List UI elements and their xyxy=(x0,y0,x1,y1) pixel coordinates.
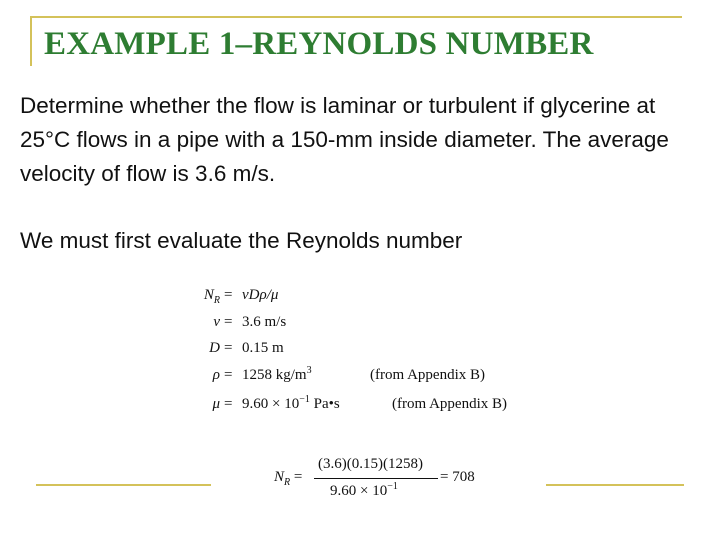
eq-lhs: ρ xyxy=(212,367,220,383)
eq-rhs: 0.15 m xyxy=(242,340,284,356)
eq-rhs-unit: Pa•s xyxy=(309,396,340,412)
calc-lhs xyxy=(274,469,302,486)
calc-lhs-symbol: N xyxy=(274,469,285,485)
eq-rhs-superscript: 3 xyxy=(306,365,312,376)
calc-numerator: (3.6)(0.15)(1258) xyxy=(318,456,423,472)
eq-equals: = xyxy=(224,340,233,356)
bottom-left-divider xyxy=(36,484,211,486)
calc-result: = 708 xyxy=(440,469,475,485)
eq-lhs-subscript: R xyxy=(213,295,220,306)
problem-statement: Determine whether the flow is laminar or turbulent if glycerine at 25°C flows in a pipe with a 150-mm inside diameter. The average velocity of flow is 3.6 m/s. xyxy=(20,93,669,186)
eq-equals: = xyxy=(224,314,233,330)
slide-title: EXAMPLE 1–REYNOLDS NUMBER xyxy=(44,26,594,62)
eq-lhs: N xyxy=(203,287,214,303)
eq-equals: = xyxy=(224,396,233,412)
eq-equals: = xyxy=(224,287,233,303)
eq-lhs: D xyxy=(209,340,220,356)
top-divider-line xyxy=(30,16,682,18)
eq-equals: = xyxy=(224,367,233,383)
eq-lhs: μ xyxy=(212,396,220,412)
eq-rhs: vDρ/μ xyxy=(242,287,279,303)
bottom-right-divider xyxy=(546,484,684,486)
eq-rhs: 1258 kg/m xyxy=(242,367,307,383)
calc-denominator xyxy=(330,483,398,500)
calc-lhs-subscript: R xyxy=(284,477,291,488)
eq-source-note: (from Appendix B) xyxy=(392,396,507,412)
eq-rhs-superscript: −1 xyxy=(299,394,310,405)
intro-text: We must first evaluate the Reynolds number xyxy=(20,228,463,253)
calc-denominator-value: 9.60 × 10 xyxy=(330,483,388,499)
fraction-bar xyxy=(314,478,438,479)
eq-source-note: (from Appendix B) xyxy=(370,367,485,383)
eq-rhs: 9.60 × 10 xyxy=(242,396,300,412)
eq-rhs: 3.6 m/s xyxy=(242,314,287,330)
calc-equals: = xyxy=(293,469,303,485)
left-accent-line xyxy=(30,16,32,66)
calc-denominator-exponent: −1 xyxy=(387,481,398,492)
eq-lhs: v xyxy=(213,314,220,330)
